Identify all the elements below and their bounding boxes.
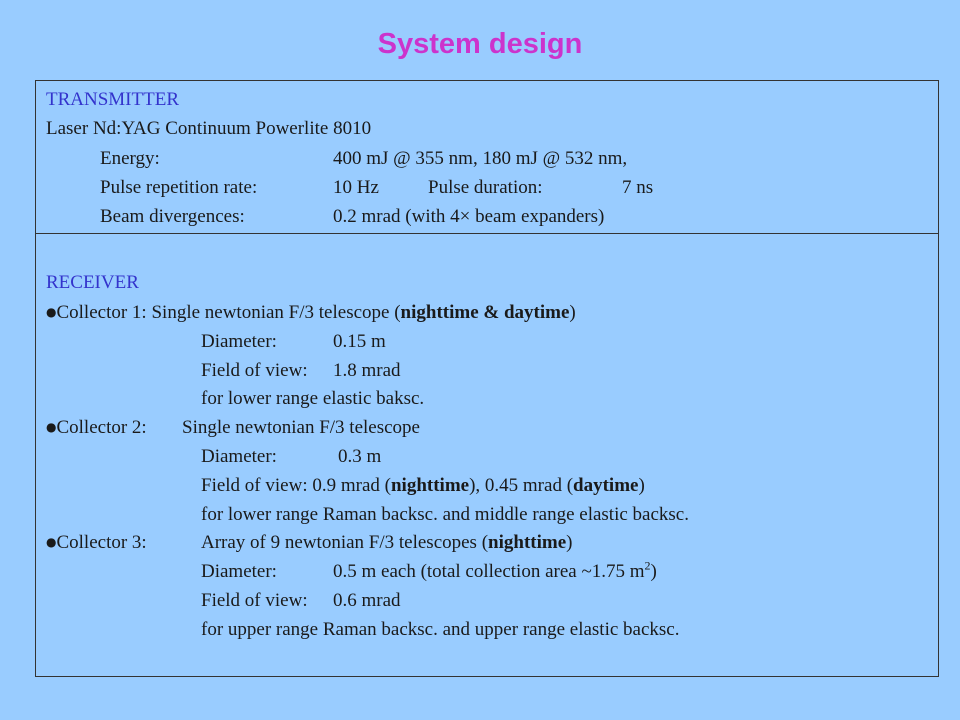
c2-fov-mid: ), 0.45 mrad ( [469,475,574,496]
c3-fov-value: 0.6 mrad [333,590,401,611]
c2-fov-night: nighttime [390,475,470,496]
prr-label: Pulse repetition rate: [100,177,258,198]
c2-diameter-value: 0.3 m [338,446,382,467]
collector-1-desc: Single newtonian F/3 telescope ( [151,302,401,323]
collector-3-desc-text: Array of 9 newtonian F/3 telescopes ( [201,532,489,553]
page-title: System design [377,28,583,60]
collector-1-label: Collector 1: [56,302,147,323]
prr-value: 10 Hz [333,177,379,198]
energy-label: Energy: [100,148,160,169]
pulse-duration-value: 7 ns [622,177,654,198]
c1-note: for lower range elastic baksc. [201,388,425,409]
c3-fov-label: Field of view: [201,590,308,611]
c2-fov-text: Field of view: 0.9 mrad ( [201,475,391,496]
collector-3-label: Collector 3: [56,532,147,553]
divergence-value: 0.2 mrad (with 4× beam expanders) [333,206,605,227]
divergence-label: Beam divergences: [100,206,245,227]
collector-3-line [46,532,147,555]
c2-fov-end: ) [638,475,645,496]
collector-1-desc-end: ) [569,302,576,323]
collector-2-desc: Single newtonian F/3 telescope [182,417,420,438]
bullet-icon: ● [46,535,57,549]
energy-value: 400 mJ @ 355 nm, 180 mJ @ 532 nm, [333,148,628,169]
c2-fov-line [201,475,645,497]
c3-diameter-label: Diameter: [201,561,277,582]
bullet-icon: ● [46,420,57,434]
bullet-icon: ● [46,305,57,319]
collector-1-line [46,302,576,325]
collector-3-desc-end: ) [566,532,573,553]
c2-diameter-label: Diameter: [201,446,277,467]
c3-diameter-end: ) [650,561,657,582]
c3-diameter-exp: 2 [644,558,651,573]
transmitter-heading: TRANSMITTER [46,89,179,110]
collector-2-line [46,417,147,440]
section-divider [35,233,939,234]
c2-note: for lower range Raman backsc. and middle range elastic backsc. [201,504,689,525]
c3-diameter-text: 0.5 m each (total collection area ~1.75 m [333,561,645,582]
receiver-heading: RECEIVER [46,272,139,293]
collector-3-desc [201,532,572,554]
c1-diameter-label: Diameter: [201,331,277,352]
c2-fov-day: daytime [573,475,639,496]
c1-fov-value: 1.8 mrad [333,360,401,381]
collector-2-label: Collector 2: [56,417,147,438]
collector-3-mode: nighttime [488,532,567,553]
c1-diameter-value: 0.15 m [333,331,386,352]
laser-line: Laser Nd:YAG Continuum Powerlite 8010 [46,118,372,139]
pulse-duration-label: Pulse duration: [428,177,543,198]
c3-diameter-value [333,558,657,583]
collector-1-mode: nighttime & daytime [400,302,570,323]
c3-note: for upper range Raman backsc. and upper range elastic backsc. [201,619,680,640]
c1-fov-label: Field of view: [201,360,308,381]
